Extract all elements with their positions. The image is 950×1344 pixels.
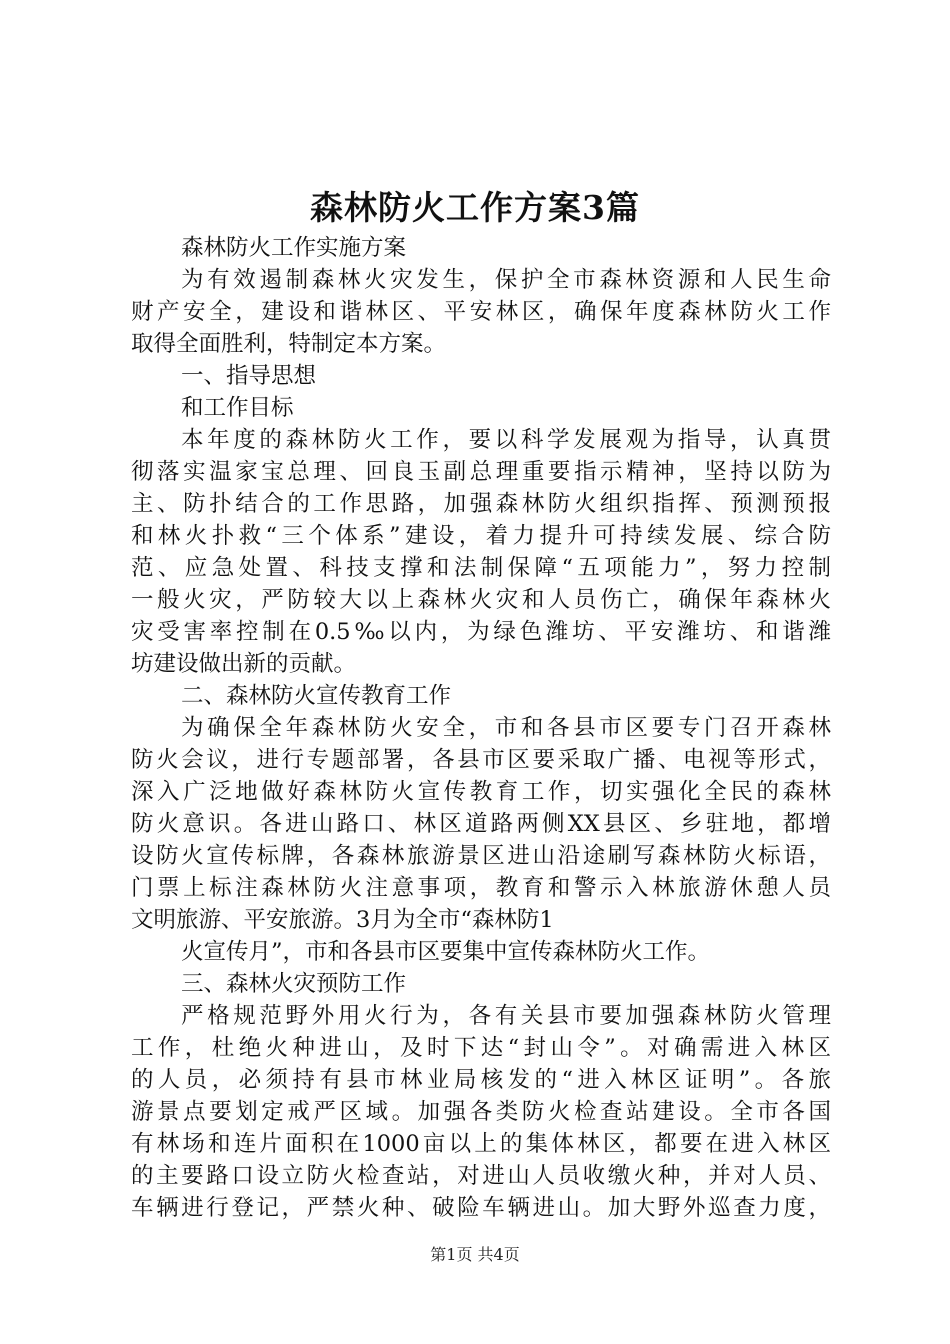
text-line: 一般火灾，严防较大以上森林火灾和人员伤亡，确保年森林火 (131, 587, 831, 613)
text-line: 为有效遏制森林火灾发生，保护全市森林资源和人民生命 (181, 267, 831, 293)
text-line: 车辆进行登记，严禁火种、破险车辆进山。加大野外巡查力度， (131, 1195, 831, 1221)
text-line: 防火意识。各进山路口、林区道路两侧XX县区、乡驻地，都增 (131, 811, 831, 837)
text-line: 三、森林火灾预防工作 (181, 971, 407, 997)
text-line: 门票上标注森林防火注意事项，教育和警示入林旅游休憩人员 (131, 875, 831, 901)
text-line: 财产安全，建设和谐林区、平安林区，确保年度森林防火工作 (131, 299, 831, 325)
text-line: 和林火扑救“三个体系”建设，着力提升可持续发展、综合防 (131, 523, 831, 549)
text-line: 灾受害率控制在0.5‰以内，为绿色潍坊、平安潍坊、和谐潍 (131, 619, 831, 645)
document-title: 森林防火工作方案3篇 (310, 188, 640, 227)
text-line: 主、防扑结合的工作思路，加强森林防火组织指挥、预测预报 (131, 491, 831, 517)
text-line: 设防火宣传标牌，各森林旅游景区进山沿途刷写森林防火标语， (131, 843, 831, 869)
text-line: 文明旅游、平安旅游。3月为全市“森林防1 (131, 907, 554, 933)
text-line: 本年度的森林防火工作，要以科学发展观为指导，认真贯 (181, 427, 831, 453)
page-footer: 第1页 共4页 (430, 1245, 520, 1264)
text-line: 为确保全年森林防火安全，市和各县市区要专门召开森林 (181, 715, 831, 741)
text-line: 深入广泛地做好森林防火宣传教育工作，切实强化全民的森林 (131, 779, 831, 805)
text-line: 坊建设做出新的贡献。 (131, 651, 357, 677)
text-line: 防火会议，进行专题部署，各县市区要采取广播、电视等形式， (131, 747, 831, 773)
text-line: 取得全面胜利，特制定本方案。 (131, 331, 447, 357)
text-line: 一、指导思想 (181, 363, 317, 389)
text-line: 的人员，必须持有县市林业局核发的“进入林区证明”。各旅 (131, 1067, 831, 1093)
text-line: 和工作目标 (181, 395, 294, 421)
text-line: 严格规范野外用火行为，各有关县市要加强森林防火管理 (181, 1003, 831, 1029)
text-line: 的主要路口设立防火检查站，对进山人员收缴火种，并对人员、 (131, 1163, 831, 1189)
text-line: 工作，杜绝火种进山，及时下达“封山令”。对确需进入林区 (131, 1035, 831, 1061)
document-body (131, 232, 831, 1224)
text-line: 游景点要划定戒严区域。加强各类防火检查站建设。全市各国 (131, 1099, 831, 1125)
text-line: 森林防火工作实施方案 (181, 235, 407, 261)
text-line: 彻落实温家宝总理、回良玉副总理重要指示精神，坚持以防为 (131, 459, 831, 485)
text-line: 二、森林防火宣传教育工作 (181, 683, 452, 709)
text-line: 范、应急处置、科技支撑和法制保障“五项能力”，努力控制 (131, 555, 831, 581)
text-line: 火宣传月”，市和各县市区要集中宣传森林防火工作。 (181, 939, 711, 965)
text-line: 有林场和连片面积在1000亩以上的集体林区，都要在进入林区 (131, 1131, 831, 1157)
